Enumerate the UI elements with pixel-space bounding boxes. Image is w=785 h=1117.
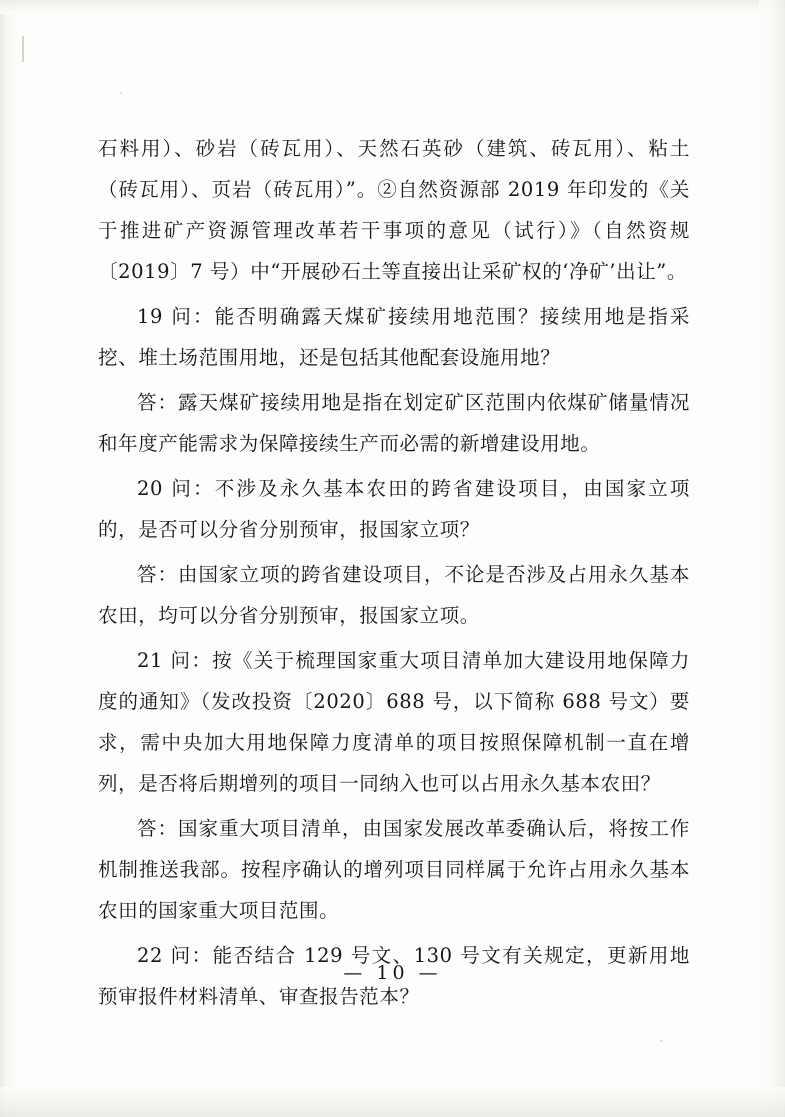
scan-speck — [660, 1040, 663, 1042]
scan-edge-left — [0, 0, 18, 1117]
scan-edge-right — [759, 0, 785, 1117]
document-body — [98, 128, 690, 1021]
question-21: 21 问：按《关于梳理国家重大项目清单加大建设用地保障力度的通知》（发改投资〔2020〕688 号，以下简称 688 号文）要求，需中央加大用地保障力度清单的项目按照保障机制一直在增列，是否将后期增列的项目一同纳入也可以占用永久基本农田？ — [98, 649, 690, 795]
scan-edge-bottom — [0, 1087, 785, 1117]
scan-edge-top — [0, 0, 785, 14]
scan-speck — [120, 92, 122, 94]
question-19: 19 问：能否明确露天煤矿接续用地范围？接续用地是指采挖、堆土场范围用地，还是包括其他配套设施用地？ — [98, 305, 690, 369]
page-fold-mark — [22, 36, 24, 62]
paragraph-continued: 石料用）、砂岩（砖瓦用）、天然石英砂（建筑、砖瓦用）、粘土（砖瓦用）、页岩（砖瓦用）”。②自然资源部 2019 年印发的《关于推进矿产资源管理改革若干事项的意见（试行）》（自然资规〔2019〕7 号）中“开展砂石土等直接出让采矿权的‘净矿’出让”。 — [98, 137, 690, 283]
answer-20: 答：由国家立项的跨省建设项目，不论是否涉及占用永久基本农田，均可以分省分别预审，报国家立项。 — [98, 563, 690, 627]
answer-19: 答：露天煤矿接续用地是指在划定矿区范围内依煤矿储量情况和年度产能需求为保障接续生产而必需的新增建设用地。 — [98, 391, 690, 455]
answer-21: 答：国家重大项目清单，由国家发展改革委确认后，将按工作机制推送我部。按程序确认的增列项目同样属于允许占用永久基本农田的国家重大项目范围。 — [98, 817, 690, 922]
question-20: 20 问：不涉及永久基本农田的跨省建设项目，由国家立项的，是否可以分省分别预审，报国家立项？ — [98, 477, 690, 541]
question-22: 22 问：能否结合 129 号文、130 号文有关规定，更新用地预审报件材料清单、审查报告范本？ — [98, 944, 690, 1008]
page-number-footer: — 10 — — [343, 962, 442, 984]
